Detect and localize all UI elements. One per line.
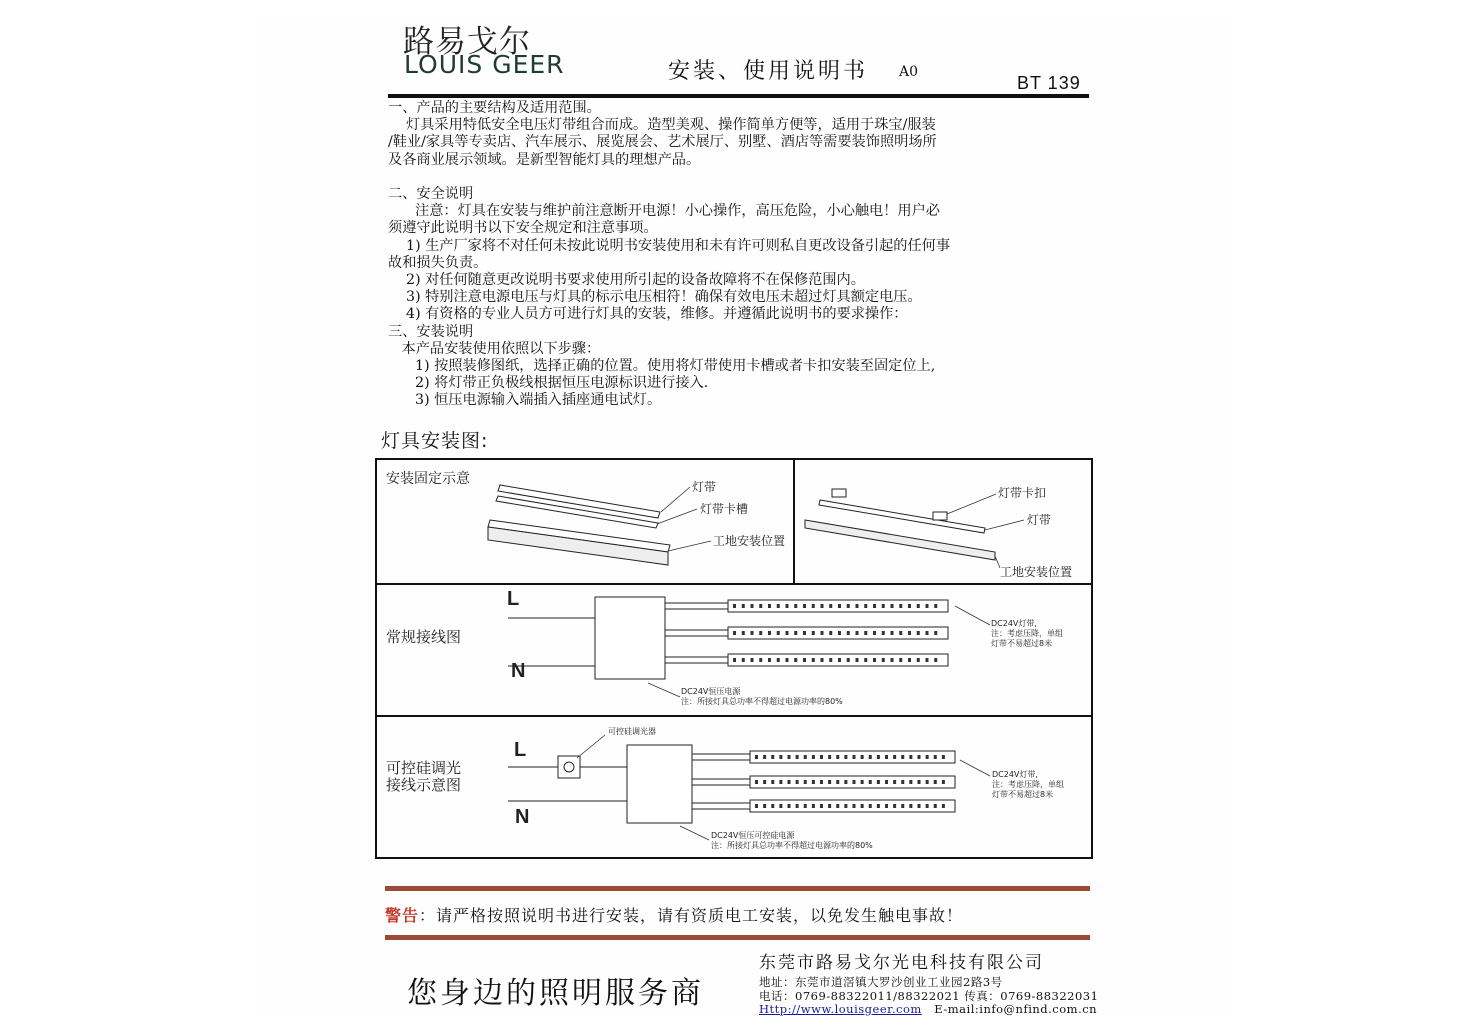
std-led — [777, 604, 780, 608]
dim-led — [918, 780, 921, 784]
dim-led — [820, 755, 823, 759]
std-led — [821, 658, 824, 662]
panel1-label: 安装固定示意 — [386, 471, 470, 487]
dim-led — [869, 755, 872, 759]
dim-led — [788, 755, 791, 759]
dim-led — [788, 780, 791, 784]
panel3-psu-note — [681, 687, 843, 707]
dim-led — [861, 804, 864, 808]
website-link[interactable]: Http://www.louisgeer.com — [759, 1002, 922, 1016]
dim-led — [796, 780, 799, 784]
std-led — [873, 604, 876, 608]
std-led — [864, 631, 867, 635]
panel4-psu-line2: 注：所接灯具总功率不得超过电源功率的80% — [711, 841, 873, 850]
body-line: 二、安全说明 — [388, 186, 474, 203]
std-led — [873, 658, 876, 662]
body-line: 故和损失负责。 — [388, 254, 488, 271]
panel2-clip-label: 灯带卡扣 — [998, 486, 1047, 500]
std-led — [917, 604, 920, 608]
dim-led — [836, 804, 839, 808]
warning-label: 警告 — [385, 906, 420, 925]
panel3-label: 常规接线图 — [386, 628, 462, 646]
std-led — [864, 658, 867, 662]
dim-led — [820, 780, 823, 784]
dim-led — [893, 755, 896, 759]
std-led — [759, 604, 762, 608]
std-led — [768, 658, 771, 662]
dim-led — [771, 780, 774, 784]
dim-led — [755, 804, 758, 808]
dim-led — [926, 780, 929, 784]
dim-led — [934, 804, 937, 808]
std-led — [742, 604, 745, 608]
dim-led — [869, 780, 872, 784]
std-led — [794, 631, 797, 635]
std-led — [821, 631, 824, 635]
std-led — [794, 604, 797, 608]
dim-psu — [627, 745, 692, 823]
dim-led — [853, 780, 856, 784]
std-led — [899, 658, 902, 662]
std-led — [899, 604, 902, 608]
panel4-psu-line1: DC24V恒压可控硅电源 — [711, 831, 795, 840]
panel3-note-line2: 注：考虑压降，单组 — [991, 629, 1063, 638]
panel1-channel-label: 灯带卡槽 — [700, 502, 749, 516]
std-led — [733, 604, 736, 608]
dim-led — [853, 755, 856, 759]
body-line: 灯具采用特低安全电压灯带组合而成。造型美观、操作简单方便等，适用于珠宝/服装 — [388, 117, 936, 134]
slogan: 您身边的照明服务商 — [407, 976, 704, 1011]
std-led — [838, 631, 841, 635]
panel4-note-line2: 注：考虑压降，单组 — [992, 780, 1064, 789]
std-led — [856, 658, 859, 662]
std-led — [926, 631, 929, 635]
std-led — [812, 604, 815, 608]
std-led — [751, 658, 754, 662]
std-led — [751, 604, 754, 608]
panel3-note-line1: DC24V灯带, — [991, 619, 1037, 628]
panel3-note — [991, 619, 1063, 649]
logo-chinese: 路易戈尔 — [403, 24, 531, 60]
std-led — [934, 658, 937, 662]
dim-led — [877, 755, 880, 759]
dim-led — [942, 780, 945, 784]
std-led — [934, 631, 937, 635]
std-led — [768, 604, 771, 608]
dim-led — [918, 755, 921, 759]
std-led — [751, 631, 754, 635]
std-led — [891, 658, 894, 662]
dim-led — [812, 755, 815, 759]
std-psu — [595, 597, 665, 679]
panel4-label-line1: 可控硅调光 — [386, 759, 462, 777]
std-led — [856, 631, 859, 635]
std-led — [847, 658, 850, 662]
dim-led — [926, 755, 929, 759]
dim-led — [861, 780, 864, 784]
panel3-live-label: L — [507, 588, 520, 610]
panel3-note-line3: 灯带不易超过8米 — [991, 639, 1053, 648]
std-led — [777, 658, 780, 662]
std-led — [847, 631, 850, 635]
dim-led — [869, 804, 872, 808]
body-line: 3) 恒压电源输入端插入插座通电试灯。 — [388, 392, 662, 409]
std-led — [786, 631, 789, 635]
dim-led — [763, 755, 766, 759]
dim-led — [885, 755, 888, 759]
clip-leader — [947, 494, 996, 514]
std-led — [908, 604, 911, 608]
dim-led — [844, 780, 847, 784]
dim-led — [836, 755, 839, 759]
std-led — [742, 631, 745, 635]
dim-led — [885, 780, 888, 784]
dim-led — [779, 780, 782, 784]
std-led — [733, 658, 736, 662]
dim-led — [909, 780, 912, 784]
std-led — [926, 604, 929, 608]
company-address: 地址：东莞市道滘镇大罗沙创业工业园2路3号 — [759, 975, 1003, 989]
std-led — [733, 631, 736, 635]
std-led — [759, 658, 762, 662]
clip-2 — [933, 512, 947, 520]
panel4-label-line2: 接线示意图 — [386, 776, 462, 794]
dim-led — [909, 804, 912, 808]
body-line: 三、安装说明 — [388, 323, 474, 340]
email-text: E-mail:info@nfind.com.cn — [934, 1002, 1098, 1016]
std-led — [768, 631, 771, 635]
strip-leader — [661, 487, 690, 512]
dim-led — [771, 804, 774, 808]
dim-led — [763, 804, 766, 808]
dim-led — [812, 780, 815, 784]
warning-rule-bottom — [385, 935, 1090, 940]
std-led — [803, 631, 806, 635]
document-title: 安装、使用说明书 — [668, 59, 869, 84]
panel4-note — [992, 770, 1064, 800]
std-led — [908, 658, 911, 662]
std-led — [794, 658, 797, 662]
std-led — [917, 658, 920, 662]
std-led — [786, 658, 789, 662]
dim-led — [812, 804, 815, 808]
std-psu-leader — [648, 683, 680, 697]
std-led — [934, 604, 937, 608]
panel3-psu-line1: DC24V恒压电源 — [681, 687, 741, 696]
std-led — [829, 604, 832, 608]
dim-led — [853, 804, 856, 808]
dim-strip-leader — [960, 760, 990, 776]
std-led — [873, 631, 876, 635]
dim-led — [877, 780, 880, 784]
diagram-title: 灯具安装图: — [381, 430, 489, 452]
std-led — [812, 631, 815, 635]
panel4-dimmer-label: 可控硅调光器 — [608, 727, 656, 736]
std-led — [803, 658, 806, 662]
dim-led — [942, 755, 945, 759]
std-led — [882, 658, 885, 662]
body-line: 4) 有资格的专业人员方可进行灯具的安装，维修。并遵循此说明书的要求操作： — [388, 306, 908, 323]
warning-banner — [385, 903, 963, 926]
panel1-site-label: 工地安装位置 — [713, 534, 786, 548]
panel4-live-label: L — [514, 739, 527, 761]
dim-led — [804, 755, 807, 759]
std-led — [926, 658, 929, 662]
panel4-neutral-label: N — [515, 806, 530, 828]
panel3-neutral-label: N — [511, 660, 526, 682]
std-led — [864, 604, 867, 608]
body-line: 本产品安装使用依照以下步骤： — [388, 340, 601, 357]
body-line: 1) 生产厂家将不对任何未按此说明书安装使用和未有许可则私自更改设备引起的任何事 — [388, 237, 951, 254]
panel2-site-label: 工地安装位置 — [1000, 565, 1073, 579]
std-led — [856, 604, 859, 608]
panel3-psu-line2: 注：所接灯具总功率不得超过电源功率的80% — [681, 697, 843, 706]
dim-led — [771, 755, 774, 759]
dim-led — [844, 755, 847, 759]
logo-english: LOUIS GEER — [404, 50, 565, 79]
dim-psu-leader — [680, 826, 709, 840]
std-led — [891, 631, 894, 635]
dim-led — [861, 755, 864, 759]
dim-led — [901, 755, 904, 759]
dim-led — [779, 804, 782, 808]
std-led — [882, 631, 885, 635]
panel2-strip-label: 灯带 — [1027, 513, 1052, 527]
channel-leader — [657, 509, 697, 524]
model-number: BT 139 — [1017, 73, 1081, 93]
std-led — [786, 604, 789, 608]
std-led — [882, 604, 885, 608]
dim-led — [804, 804, 807, 808]
panel4-label — [386, 760, 461, 794]
dim-led — [779, 755, 782, 759]
std-led — [899, 631, 902, 635]
dim-led — [796, 804, 799, 808]
dim-led — [828, 804, 831, 808]
dim-led — [934, 755, 937, 759]
body-line: 及各商业展示领域。是新型智能灯具的理想产品。 — [388, 151, 701, 168]
body-line: 须遵守此说明书以下安全规定和注意事项。 — [388, 220, 658, 237]
dim-led — [828, 755, 831, 759]
company-phone: 电话：0769-88322011/88322021 传真：0769-88322031 — [759, 989, 1099, 1003]
dim-led — [755, 780, 758, 784]
std-led — [838, 658, 841, 662]
dim-led — [788, 804, 791, 808]
dim-led — [755, 755, 758, 759]
dim-led — [844, 804, 847, 808]
body-line: 一、产品的主要结构及适用范围。 — [388, 100, 601, 116]
dim-led — [893, 780, 896, 784]
dim-led — [901, 780, 904, 784]
company-name: 东莞市路易戈尔光电科技有限公司 — [759, 953, 1044, 973]
std-led — [917, 631, 920, 635]
dim-led — [893, 804, 896, 808]
dim-led — [804, 780, 807, 784]
dimmer-leader — [577, 735, 605, 758]
panel4-note-line1: DC24V灯带, — [992, 770, 1038, 779]
body-line: 2) 对任何随意更改说明书要求使用所引起的设备故障将不在保修范围内。 — [388, 272, 865, 289]
strip2-leader — [985, 520, 1024, 530]
body-line: 注意：灯具在安装与维护前注意断开电源！小心操作，高压危险，小心触电！用户必 — [388, 203, 940, 220]
body-line: 2) 将灯带正负极线根据恒压电源标识进行接入. — [388, 375, 709, 392]
dim-led — [901, 804, 904, 808]
dim-led — [909, 755, 912, 759]
std-led — [821, 604, 824, 608]
dim-led — [934, 780, 937, 784]
body-line: 3) 特别注意电源电压与灯具的标示电压相符！确保有效电压未超过灯具额定电压。 — [388, 289, 922, 306]
panel1-strip-label: 灯带 — [692, 480, 717, 494]
warning-rule-top — [385, 886, 1090, 891]
site-leader — [668, 541, 711, 551]
panel4-psu-note — [711, 831, 873, 851]
std-led — [908, 631, 911, 635]
body-line: /鞋业/家具等专卖店、汽车展示、展览展会、艺术展厅、别墅、酒店等需要装饰照明场所 — [388, 134, 937, 151]
dim-led — [926, 804, 929, 808]
dim-led — [820, 804, 823, 808]
dimmer-knob — [564, 762, 574, 772]
std-led — [812, 658, 815, 662]
dim-led — [918, 804, 921, 808]
std-led — [803, 604, 806, 608]
dim-led — [763, 780, 766, 784]
std-led — [759, 631, 762, 635]
company-contact — [759, 1002, 1097, 1016]
std-led — [838, 604, 841, 608]
body-line: 1) 按照装修图纸，选择正确的位置。使用将灯带使用卡槽或者卡扣安装至固定位上, — [388, 358, 936, 375]
document-version: A0 — [899, 64, 919, 80]
std-led — [847, 604, 850, 608]
std-led — [829, 631, 832, 635]
std-led — [777, 631, 780, 635]
dim-led — [796, 755, 799, 759]
std-led — [891, 604, 894, 608]
dim-led — [877, 804, 880, 808]
dim-led — [836, 780, 839, 784]
std-led — [829, 658, 832, 662]
dim-led — [942, 804, 945, 808]
clip-1 — [832, 489, 846, 497]
dim-led — [885, 804, 888, 808]
warning-text: ：请严格按照说明书进行安装，请有资质电工安装，以免发生触电事故！ — [419, 906, 964, 925]
std-strip-leader — [955, 606, 990, 625]
panel4-note-line3: 灯带不易超过8米 — [992, 790, 1054, 799]
dim-led — [828, 780, 831, 784]
std-led — [742, 658, 745, 662]
